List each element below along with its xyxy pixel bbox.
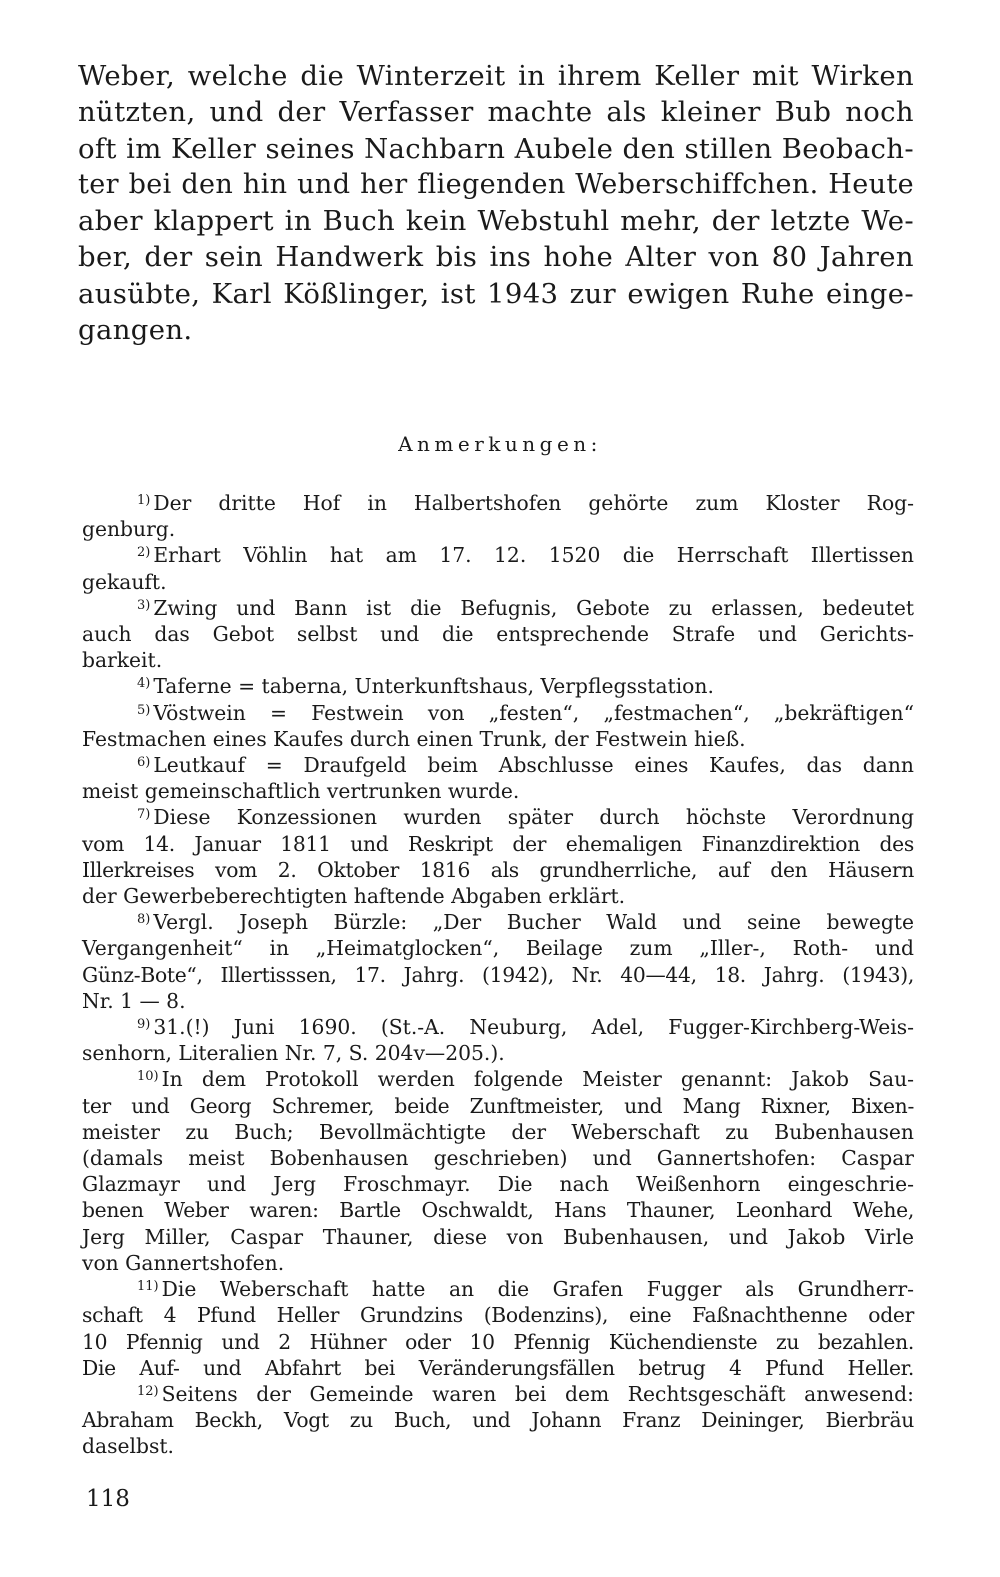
footnote-number: 1) bbox=[137, 493, 151, 508]
intro-line: ausübte, Karl Kößlinger, ist 1943 zur ewigen Ruhe einge- bbox=[78, 277, 914, 310]
footnote-6 bbox=[82, 752, 914, 804]
footnote-number: 11) bbox=[137, 1279, 159, 1295]
footnote-line: Diese Konzessionen wurden später durch höchste Verordnung bbox=[153, 805, 914, 830]
intro-line: Weber, welche die Winterzeit in ihrem Keller mit Wirken bbox=[78, 60, 914, 92]
footnote-line: Glazmayr und Jerg Froschmayr. Die nach Weißenhorn eingeschrie- bbox=[82, 1172, 914, 1197]
footnote-line: ter und Georg Schremer, beide Zunftmeister, und Mang Rixner, Bixen- bbox=[82, 1093, 914, 1118]
footnote-line: Zwing und Bann ist die Befugnis, Gebote zu erlassen, bedeutet bbox=[153, 595, 914, 620]
footnote-line: benen Weber waren: Bartle Oschwaldt, Hans Thauner, Leonhard Wehe, bbox=[82, 1198, 914, 1223]
footnote-line: Erhart Vöhlin hat am 17. 12. 1520 die Herrschaft Illertissen bbox=[153, 543, 914, 568]
footnote-line: barkeit. bbox=[82, 648, 163, 673]
page-number: 118 bbox=[86, 1486, 130, 1512]
footnote-line: Seitens der Gemeinde waren bei dem Rechtsgeschäft anwesend: bbox=[161, 1381, 914, 1406]
footnote-7 bbox=[82, 804, 914, 909]
footnote-line: 10 Pfennig und 2 Hühner oder 10 Pfennig Küchendienste zu bezahlen. bbox=[82, 1329, 914, 1354]
footnote-number: 3) bbox=[137, 597, 151, 613]
intro-line: nützten, und der Verfasser machte als kleiner Bub noch bbox=[78, 96, 914, 129]
footnote-5 bbox=[82, 700, 914, 752]
intro-line: gangen. bbox=[78, 314, 193, 347]
footnote-line: genburg. bbox=[82, 517, 176, 542]
footnote-line: Illerkreises vom 2. Oktober 1816 als grundherrliche, auf den Häusern bbox=[82, 857, 914, 882]
footnote-line: Abraham Beckh, Vogt zu Buch, und Johann Franz Deininger, Bierbräu bbox=[82, 1408, 914, 1433]
footnote-number: 10) bbox=[137, 1069, 159, 1085]
intro-paragraph bbox=[78, 58, 914, 348]
footnote-line: Festmachen eines Kaufes durch einen Trunk, der Festwein hieß. bbox=[82, 726, 746, 751]
notes-heading: Anmerkungen: bbox=[398, 432, 602, 456]
footnote-10 bbox=[82, 1066, 914, 1276]
footnote-line: der Gewerbeberechtigten haftende Abgaben erklärt. bbox=[82, 884, 626, 909]
footnote-line: Taferne = taberna, Unterkunftshaus, Verpflegsstation. bbox=[153, 674, 714, 699]
footnote-number: 8) bbox=[137, 912, 151, 928]
footnote-8 bbox=[82, 909, 914, 1014]
footnote-number: 2) bbox=[137, 545, 151, 561]
footnote-9 bbox=[82, 1014, 914, 1066]
footnote-11 bbox=[82, 1276, 914, 1381]
footnote-line: Günz-Bote“, Illertisssen, 17. Jahrg. (1942), Nr. 40—44, 18. Jahrg. (1943), bbox=[82, 962, 914, 987]
footnote-line: Nr. 1 — 8. bbox=[82, 988, 186, 1013]
footnote-line: Die Auf- und Abfahrt bei Veränderungsfällen betrug 4 Pfund Heller. bbox=[82, 1355, 914, 1380]
intro-line: oft im Keller seines Nachbarn Aubele den stillen Beobach- bbox=[78, 132, 914, 165]
footnote-12 bbox=[82, 1381, 914, 1460]
footnote-2 bbox=[82, 542, 914, 594]
footnote-line: Jerg Miller, Caspar Thauner, diese von Bubenhausen, und Jakob Virle bbox=[82, 1224, 914, 1249]
footnote-line: In dem Protokoll werden folgende Meister genannt: Jakob Sau- bbox=[161, 1067, 914, 1092]
footnote-line: auch das Gebot selbst und die entsprechende Strafe und Gerichts- bbox=[82, 622, 914, 647]
footnote-number: 4) bbox=[137, 676, 151, 692]
footnote-line: Leutkauf = Draufgeld beim Abschlusse eines Kaufes, das dann bbox=[153, 753, 914, 778]
intro-line: ber, der sein Handwerk bis ins hohe Alter von 80 Jahren bbox=[78, 241, 914, 274]
footnote-line: Vöstwein = Festwein von „festen“, „festmachen“, „bekräftigen“ bbox=[153, 700, 914, 725]
footnote-number: 6) bbox=[137, 755, 151, 771]
footnote-number: 5) bbox=[137, 702, 151, 718]
footnote-line: gekauft. bbox=[82, 569, 167, 594]
intro-line: ter bei den hin und her fliegenden Weberschiffchen. Heute bbox=[78, 168, 914, 200]
footnote-line: meist gemeinschaftlich vertrunken wurde. bbox=[82, 779, 520, 804]
footnote-line: Vergangenheit“ in „Heimatglocken“, Beilage zum „Iller-, Roth- und bbox=[82, 936, 914, 961]
footnote-line: Die Weberschaft hatte an die Grafen Fugger als Grundherr- bbox=[161, 1277, 914, 1302]
footnote-3 bbox=[82, 595, 914, 674]
footnote-line: vom 14. Januar 1811 und Reskript der ehemaligen Finanzdirektion des bbox=[82, 831, 914, 856]
footnote-line: schaft 4 Pfund Heller Grundzins (Bodenzins), eine Faßnachthenne oder bbox=[82, 1303, 914, 1328]
footnotes-section bbox=[82, 490, 914, 1460]
footnote-number: 12) bbox=[137, 1383, 159, 1399]
intro-line: aber klappert in Buch kein Webstuhl mehr, der letzte We- bbox=[78, 205, 914, 238]
footnote-number: 9) bbox=[137, 1017, 151, 1033]
footnote-line: von Gannertshofen. bbox=[82, 1250, 285, 1275]
footnote-line: (damals meist Bobenhausen geschrieben) und Gannertshofen: Caspar bbox=[82, 1146, 914, 1171]
footnote-1 bbox=[82, 490, 914, 542]
footnote-line: senhorn, Literalien Nr. 7, S. 204v—205.). bbox=[82, 1041, 505, 1066]
footnote-line: Der dritte Hof in Halbertshofen gehörte zum Kloster Rog- bbox=[153, 491, 914, 515]
footnote-line: meister zu Buch; Bevollmächtigte der Weberschaft zu Bubenhausen bbox=[82, 1119, 914, 1144]
footnote-line: 31.(!) Juni 1690. (St.-A. Neuburg, Adel, Fugger-Kirchberg-Weis- bbox=[153, 1015, 914, 1040]
footnote-line: Vergl. Joseph Bürzle: „Der Bucher Wald und seine bewegte bbox=[153, 910, 914, 935]
footnote-number: 7) bbox=[137, 807, 151, 823]
footnote-line: daselbst. bbox=[82, 1434, 174, 1459]
footnote-4 bbox=[82, 673, 914, 699]
